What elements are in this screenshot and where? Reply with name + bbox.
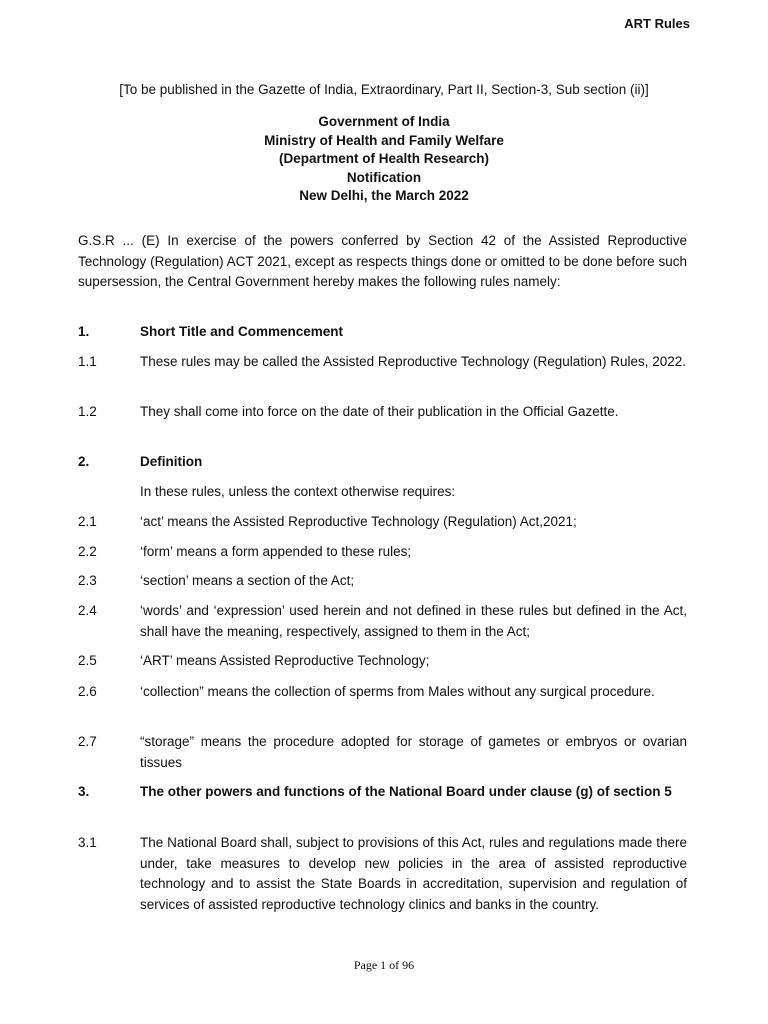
item-number: 2.3	[78, 573, 97, 588]
item-number: 1.1	[78, 354, 97, 369]
rule-1-1	[78, 352, 687, 373]
item-text: They shall come into force on the date of their publication in the Official Gazette.	[140, 404, 619, 419]
item-text: ‘collection” means the collection of sperms from Males without any surgical procedure.	[140, 684, 655, 699]
intro-paragraph: G.S.R ... (E) In exercise of the powers conferred by Section 42 of the Assisted Reproductive Technology (Regulation) ACT 2021, except as respects things done or omitted to be done before such supersession, the Central Government hereby makes the following rules namely:	[78, 233, 687, 289]
page-number: Page 1 of 96	[353, 958, 415, 972]
item-text: Definition	[140, 454, 203, 469]
gazette-notice: [To be published in the Gazette of India, Extraordinary, Part II, Section-3, Sub section (ii)]	[119, 82, 649, 97]
rule-2-5	[78, 651, 687, 672]
item-text: ‘words’ and ‘expression’ used herein and not defined in these rules but defined in the Act, shall have the meaning, respectively, assigned to them in the Act;	[140, 603, 687, 639]
item-number: 2.1	[78, 514, 97, 529]
item-number: 1.2	[78, 404, 97, 419]
item-number: 2.	[78, 454, 90, 469]
rule-2-6	[78, 682, 687, 703]
item-text: ‘act’ means the Assisted Reproductive Technology (Regulation) Act,2021;	[140, 514, 577, 529]
section-2-heading	[78, 452, 687, 473]
rule-2-3	[78, 571, 687, 592]
title-line-notification: Notification	[346, 169, 422, 185]
item-number: 2.5	[78, 653, 97, 668]
item-text: ‘section’ means a section of the Act;	[140, 573, 355, 588]
page-footer	[0, 958, 768, 973]
title-line-government: Government of India	[318, 114, 450, 129]
item-text: The other powers and functions of the National Board under clause (g) of section 5	[140, 784, 672, 799]
title-line-ministry: Ministry of Health and Family Welfare	[264, 132, 504, 148]
document-header-label: ART Rules	[624, 16, 690, 31]
item-number: 2.2	[78, 544, 97, 559]
item-number: 1.	[78, 324, 90, 339]
definition-intro	[78, 482, 687, 503]
section-1-heading	[78, 322, 687, 343]
item-text: Short Title and Commencement	[140, 324, 344, 339]
section-3-heading	[78, 782, 687, 803]
rule-1-2	[78, 402, 687, 423]
item-number: 2.7	[78, 734, 97, 749]
title-block	[0, 113, 768, 206]
title-line-date: New Delhi, the March 2022	[299, 188, 469, 203]
item-text: The National Board shall, subject to provisions of this Act, rules and regulations made there under, take measures to develop new policies in the area of assisted reproductive technology and to assist the State Boards in accreditation, supervision and regulation of services of assisted reproductive technology clinics and banks in the country.	[140, 835, 687, 912]
item-number: 2.6	[78, 684, 97, 699]
title-line-department: (Department of Health Research)	[278, 151, 490, 166]
item-number: 2.4	[78, 603, 97, 618]
item-text: These rules may be called the Assisted Reproductive Technology (Regulation) Rules, 2022.	[140, 354, 687, 369]
item-number: 3.	[78, 784, 90, 799]
item-text: “storage” means the procedure adopted for storage of gametes or embryos or ovarian tissues	[140, 734, 687, 770]
rule-2-1	[78, 512, 687, 533]
item-text: ‘form’ means a form appended to these rules;	[140, 544, 412, 559]
rule-2-7	[78, 732, 687, 773]
rule-2-2	[78, 542, 687, 563]
item-number: 3.1	[78, 835, 97, 850]
item-text: In these rules, unless the context otherwise requires:	[140, 484, 456, 499]
item-text: ‘ART’ means Assisted Reproductive Technology;	[140, 653, 430, 668]
rule-2-4	[78, 601, 687, 642]
rule-3-1	[78, 833, 687, 915]
